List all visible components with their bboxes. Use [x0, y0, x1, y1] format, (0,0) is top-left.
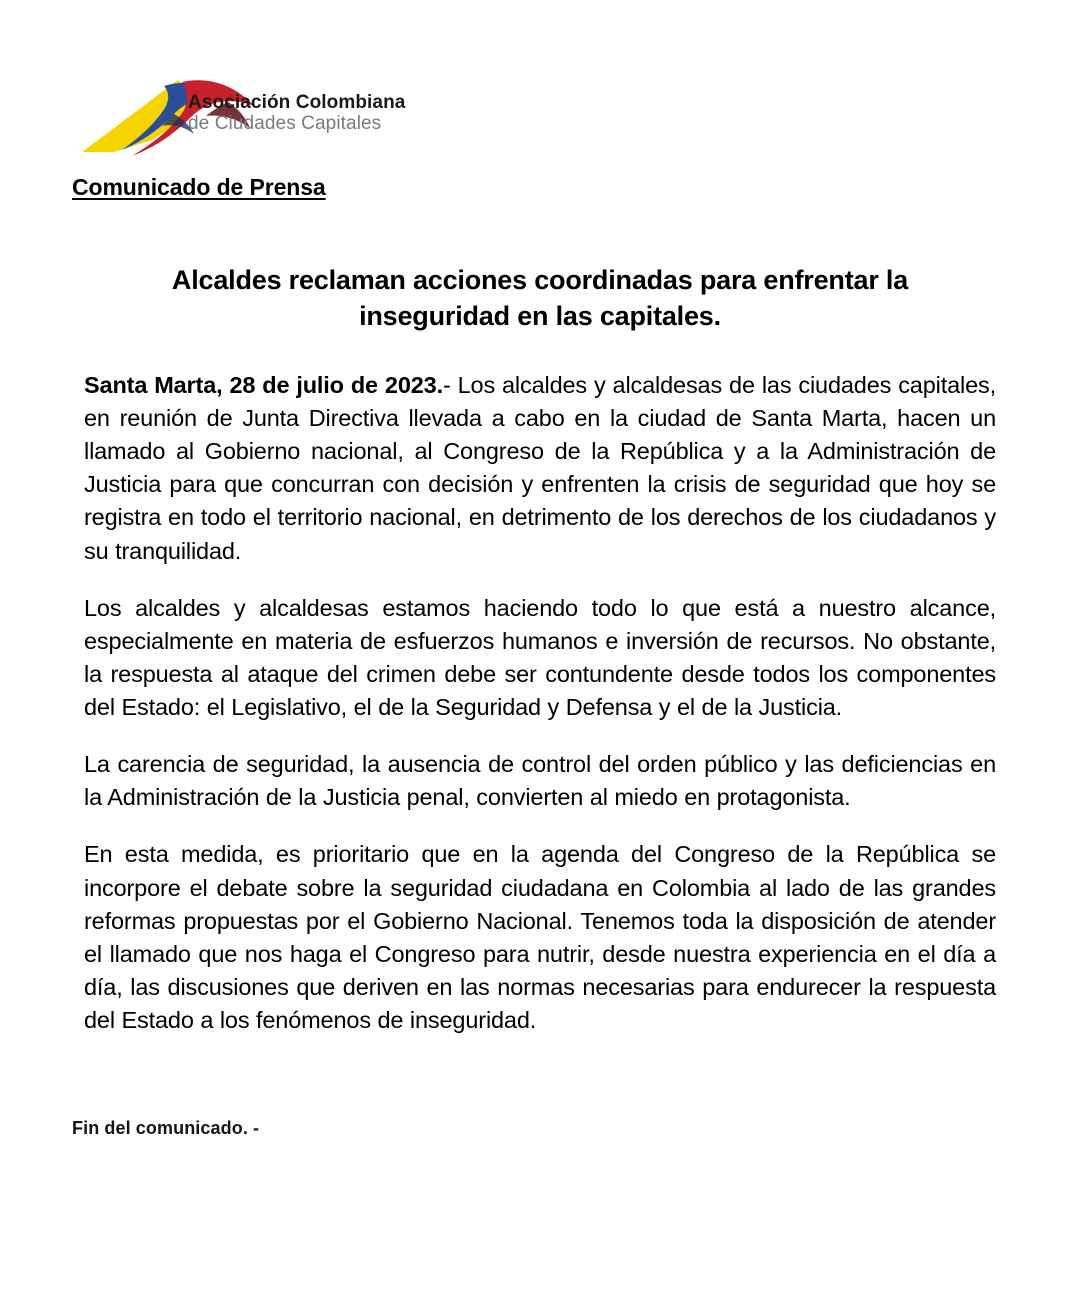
section-heading: Comunicado de Prensa — [72, 174, 326, 200]
paragraph-2: Los alcaldes y alcaldesas estamos haciendo todo lo que está a nuestro alcance, especialmente en materia de esfuerzos humanos e inversión de recursos. No obstante, la respuesta al ataque del crimen debe ser contundente desde todos los componentes del Estado: el Legislativo, el de la Seguridad y Defensa y el de la Justicia. — [84, 594, 996, 720]
logo-line-2: de Ciudades Capitales — [188, 113, 382, 135]
logo-line-1: Asociación Colombiana — [188, 92, 406, 113]
organization-logo — [78, 74, 498, 166]
paragraph-1 — [84, 369, 996, 568]
paragraph-4: En esta medida, es prioritario que en la agenda del Congreso de la República se incorpore el debate sobre la seguridad ciudadana en Colombia al lado de las grandes reformas propuestas por el Gobierno Nacional. Tenemos toda la disposición de atender el llamado que nos haga el Congreso para nutrir, desde nuestra experiencia en el día a día, las discusiones que deriven en las normas necesarias para endurecer la respuesta del Estado a los fenómenos de inseguridad. — [84, 841, 996, 1033]
paragraph-1-text: - Los alcaldes y alcaldesas de las ciudades capitales, en reunión de Junta Directiva llevada a cabo en la ciudad de Santa Marta, hacen un llamado al Gobierno nacional, al Congreso de la República y a la Administración de Justicia para que concurran con decisión y enfrenten la crisis de seguridad que hoy se registra en todo el territorio nacional, en detrimento de los derechos de los ciudadanos y su tranquilidad. — [84, 371, 996, 564]
dateline: Santa Marta, 28 de julio de 2023. — [84, 371, 443, 398]
closing-line: Fin del comunicado. - — [72, 1118, 260, 1138]
logo-wordmark — [188, 92, 405, 135]
paragraph-3: La carencia de seguridad, la ausencia de control del orden público y las deficiencias en la Administración de la Justicia penal, convierten al miedo en protagonista. — [84, 751, 996, 811]
document-body — [84, 262, 996, 1037]
page-title: Alcaldes reclaman acciones coordinadas para enfrentar la inseguridad en las capitales. — [171, 265, 909, 332]
